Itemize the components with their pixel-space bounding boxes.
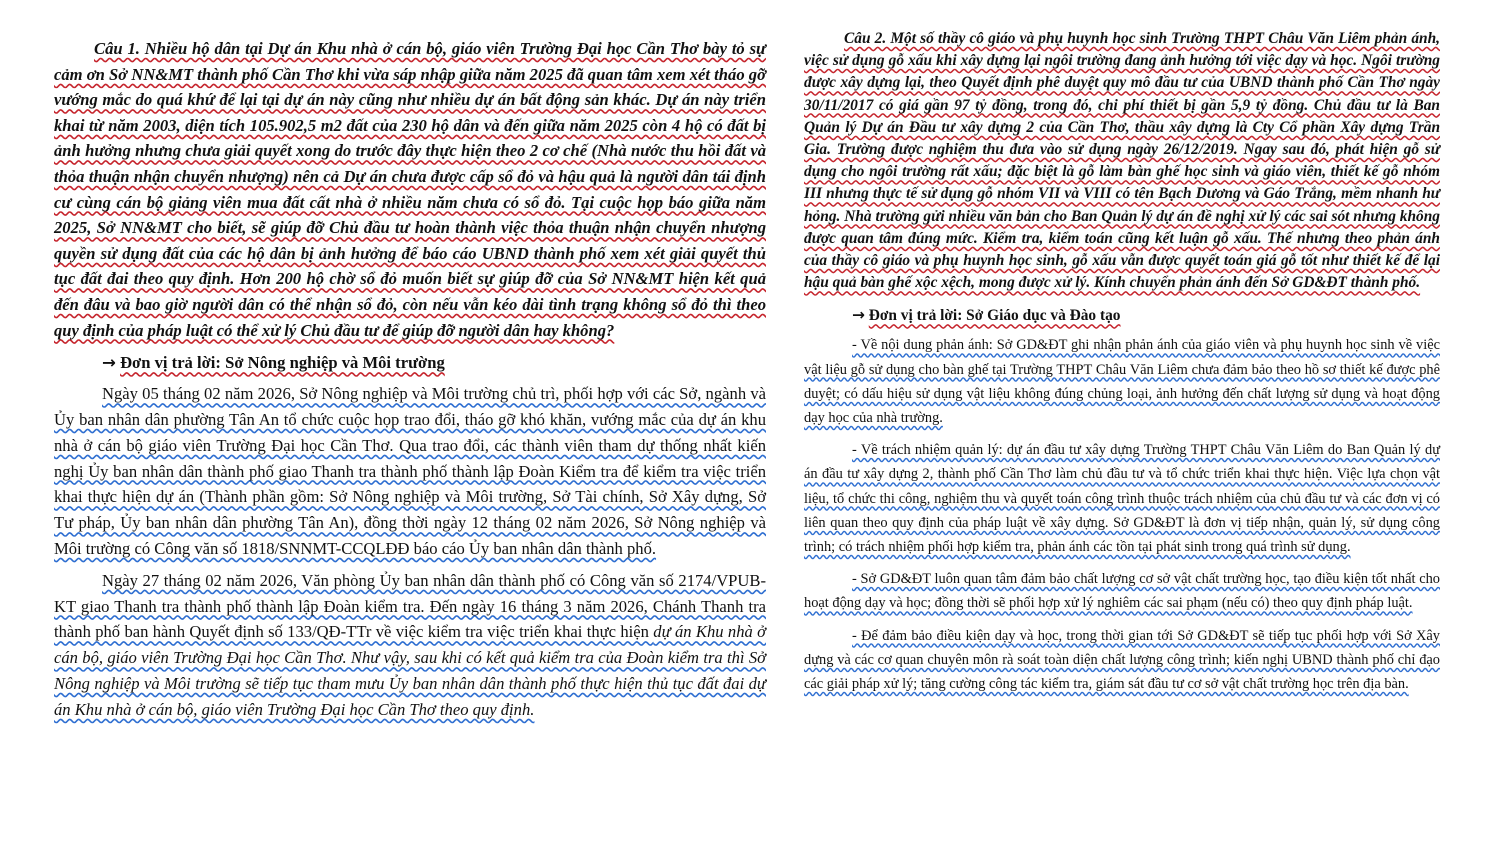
answer-1-paragraph-1: Ngày 05 tháng 02 năm 2026, Sở Nông nghiệp và Môi trường chủ trì, phối hợp với các Sở, ngành và Ủy ban nhân dân phường Tân An tổ chức cuộc họp trao đổi, tháo gỡ khó khăn, vướng mắc của dự án khu nhà ở cán bộ giáo viên Trường Đại học Cần Thơ. Qua trao đổi, các thành viên tham dự thống nhất kiến nghị Ủy ban nhân dân thành phố giao Thanh tra thành phố thành lập Đoàn Kiểm tra để kiểm tra việc triển khai thực hiện dự án (Thành phần gồm: Sở Nông nghiệp và Môi trường, Sở Tài chính, Sở Xây dựng, Sở Tư pháp, Ủy ban nhân dân phường Tân An), đồng thời ngày 12 tháng 02 năm 2026, Sở Nông nghiệp và Môi trường có Công văn số 1818/SNNMT-CCQLĐĐ báo cáo Ủy ban nhân dân thành phố.	[54, 384, 766, 558]
answer-2-paragraph-4: - Để đảm bảo điều kiện dạy và học, trong thời gian tới Sở GD&ĐT sẽ tiếp tục phối hợp với Sở Xây dựng và các cơ quan chuyên môn rà soát toàn diện chất lượng công trình; kiến nghị UBND thành phố chỉ đạo các giải pháp xử lý; tăng cường công tác kiểm tra, giám sát đầu tư cơ sở vật chất trường học trên địa bàn.	[804, 627, 1440, 693]
question-2: Câu 2. Một số thầy cô giáo và phụ huynh học sinh Trường THPT Châu Văn Liêm phản ánh, việc sử dụng gỗ xấu khi xây dựng lại ngôi trường đang ảnh hưởng tới việc dạy và học. Ngôi trường được xây dựng lại, theo Quyết định phê duyệt quy mô đầu tư của UBND thành phố Cần Thơ ngày 30/11/2017 có giá gần 97 tỷ đồng, trong đó, chi phí thiết bị gần 5,9 tỷ đồng. Chủ đầu tư là Ban Quản lý Dự án Đầu tư xây dựng 2 của Cần Thơ, thầu xây dựng là Cty Cổ phần Xây dựng Trần Gia. Trường được nghiệm thu đưa vào sử dụng ngày 26/12/2019. Ngay sau đó, phát hiện gỗ sử dụng cho ngôi trường rất xấu; đặc biệt là gỗ làm bàn ghế học sinh và giáo viên, thiết kế gỗ nhóm III nhưng thực tế sử dụng gỗ nhóm VII và VIII có tên Bạch Dương và Gáo Trắng, mềm nhanh hư hỏng. Nhà trường gửi nhiều văn bản cho Ban Quản lý dự án đề nghị xử lý các sai sót nhưng không được quan tâm đúng mức. Kiểm tra, kiểm toán cũng kết luận gỗ xấu. Thế nhưng theo phản ánh của thầy cô giáo và phụ huynh học sinh, gỗ xấu vẫn được quyết toán giá gỗ tốt như thiết kế để lại hậu quả bàn ghế xộc xệch, mong được xử lý. Kính chuyển phản ánh đến Sở GD&ĐT thành phố.	[804, 30, 1440, 292]
left-document-page	[34, 18, 780, 833]
answer-2-paragraph-3: - Sở GD&ĐT luôn quan tâm đảm bảo chất lượng cơ sở vật chất trường học, tạo điều kiện tốt nhất cho hoạt động dạy và học; đồng thời sẽ phối hợp xử lý nghiêm các sai phạm (nếu có) theo quy định pháp luật.	[804, 571, 1440, 612]
answer-2-paragraph-1: - Về nội dung phản ánh: Sở GD&ĐT ghi nhận phản ánh của giáo viên và phụ huynh học sinh về việc vật liệu gỗ sử dụng cho bàn ghế tại Trường THPT Châu Văn Liêm chưa đảm bảo theo hồ sơ thiết kế được phê duyệt; có dấu hiệu sử dụng vật liệu không đúng chủng loại, ảnh hưởng đến chất lượng sử dụng và hoạt động dạy học của nhà trường.	[804, 337, 1440, 427]
answer-1-paragraph-2-italic: dự án Khu nhà ở cán bộ, giáo viên Trường Đại học Cần Thơ. Như vậy, sau khi có kết quả kiểm tra của Đoàn kiểm tra thì Sở Nông nghiệp và Môi trường sẽ tiếp tục tham mưu Ủy ban nhân dân thành phố thực hiện thủ tục đất đai dự án Khu nhà ở cán bộ, giáo viên Trường Đại học Cần Thơ theo quy định.	[54, 622, 766, 719]
right-document-page	[780, 18, 1470, 833]
answer-1-paragraph-2	[54, 568, 766, 723]
responder-2-label: Đơn vị trả lời: Sở Giáo dục và Đào tạo	[868, 307, 1121, 325]
responder-1-label: Đơn vị trả lời: Sở Nông nghiệp và Môi trường	[120, 353, 445, 373]
responder-1	[54, 351, 766, 375]
question-1: Câu 1. Nhiều hộ dân tại Dự án Khu nhà ở cán bộ, giáo viên Trường Đại học Cần Thơ bày tỏ sự cảm ơn Sở NN&MT thành phố Cần Thơ khi vừa sáp nhập giữa năm 2025 đã quan tâm xem xét tháo gỡ vướng mắc do quá khứ để lại tại dự án này cũng như nhiều dự án bất động sản khác. Dự án này triển khai từ năm 2003, diện tích 105.902,5 m2 đất của 230 hộ dân và đến giữa năm 2025 còn 4 hộ có đất bị ảnh hưởng nhưng chưa giải quyết xong do trước đây thực hiện theo 2 cơ chế (Nhà nước thu hồi đất và thỏa thuận nhận chuyển nhượng) nên cả Dự án chưa được cấp sổ đỏ và hậu quả là người dân tái định cư cùng cán bộ giảng viên mua đất cất nhà ở nhiều năm chưa có sổ đỏ. Tại cuộc họp báo giữa năm 2025, Sở NN&MT cho biết, sẽ giúp đỡ Chủ đầu tư hoàn thành việc thỏa thuận nhận chuyển nhượng quyền sử dụng đất của các hộ dân bị ảnh hưởng để báo cáo UBND thành phố xem xét giải quyết thủ tục đất đai theo quy định. Hơn 200 hộ chờ sổ đỏ muốn biết sự giúp đỡ của Sở NN&MT hiện kết quả đến đâu và bao giờ người dân có thể nhận sổ đỏ, còn nếu vẫn kéo dài tình trạng không sổ đỏ thì theo quy định của pháp luật có thể xử lý Chủ đầu tư để giúp đỡ người dân hay không?	[54, 39, 766, 340]
answer-1-paragraph-2-text: Ngày 27 tháng 02 năm 2026, Văn phòng Ủy ban nhân dân thành phố có Công văn số 2174/VPUB-KT giao Thanh tra thành phố thành lập Đoàn kiểm tra. Đến ngày 16 tháng 3 năm 2026, Chánh Thanh tra thành phố ban hành Quyết định số 133/QĐ-TTr về việc kiểm tra việc triển khai thực hiện	[54, 570, 766, 642]
answer-2-paragraph-2: - Về trách nhiệm quản lý: dự án đầu tư xây dựng Trường THPT Châu Văn Liêm do Ban Quản lý dự án đầu tư xây dựng 2, thành phố Cần Thơ làm chủ đầu tư và tổ chức triển khai thực hiện. Việc lựa chọn vật liệu, tổ chức thi công, nghiệm thu và quyết toán công trình thuộc trách nhiệm của chủ đầu tư và các đơn vị có liên quan theo quy định của pháp luật về xây dựng. Sở GD&ĐT là đơn vị tiếp nhận, quản lý, sử dụng công trình; có trách nhiệm phối hợp kiểm tra, phản ánh các tồn tại phát sinh trong quá trình sử dụng.	[804, 442, 1440, 556]
responder-2	[804, 304, 1440, 327]
arrow-right-icon: →	[852, 306, 865, 325]
arrow-right-icon: →	[102, 353, 116, 373]
